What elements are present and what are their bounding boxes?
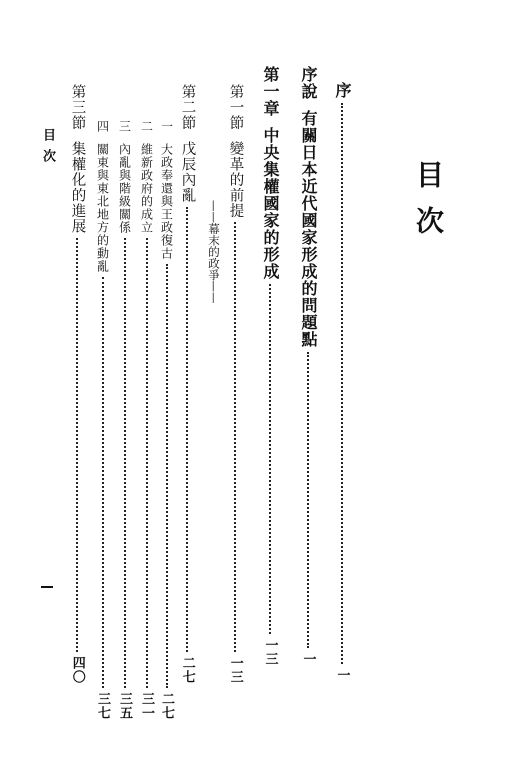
entry-label: 關東與東北地方的動亂: [95, 143, 110, 273]
entry-prefix: 第一章: [261, 66, 280, 117]
toc-entry-ch1-section-3[interactable]: [70, 84, 85, 684]
entry-prefix: 第一節: [227, 84, 244, 131]
entry-prefix: 第三節: [69, 84, 86, 131]
entry-label: 變革的前提: [227, 140, 244, 218]
entry-page: 三一: [139, 692, 154, 720]
entry-page: 三七: [95, 692, 110, 720]
entry-label: 序: [333, 82, 352, 99]
entry-label: 集權化的進展: [69, 140, 86, 234]
leader-dots: [341, 103, 343, 664]
page-title: 目次: [412, 160, 445, 252]
toc-entry-ch1-s2-item-1[interactable]: [160, 120, 173, 720]
entry-prefix: 序說: [299, 66, 318, 100]
leader-dots: [166, 264, 168, 688]
entry-prefix: 一: [159, 120, 174, 133]
entry-page: 一: [300, 652, 316, 666]
leader-dots: [76, 238, 78, 653]
entry-page: 二七: [179, 656, 195, 684]
entry-label: 中央集權國家的形成: [261, 127, 280, 280]
entry-prefix: 四: [95, 120, 110, 133]
entry-label: 戊辰內亂: [179, 140, 196, 203]
leader-dots: [102, 277, 104, 688]
entry-page: 二七: [159, 692, 174, 720]
entry-page: 一: [334, 668, 350, 682]
entry-prefix: 第二節: [179, 84, 196, 131]
entry-label: 有關日本近代國家形成的問題點: [299, 110, 318, 348]
entry-label: 內亂與階級關係: [117, 143, 132, 234]
leader-dots: [307, 352, 309, 648]
page-folio: [41, 586, 53, 588]
toc-entry-preface[interactable]: [334, 82, 350, 682]
entry-page: 三五: [117, 692, 132, 720]
running-header: 目次: [40, 128, 55, 170]
entry-page: 一三: [262, 638, 278, 666]
toc-entry-ch1-s2-item-3[interactable]: [118, 120, 131, 720]
toc-entry-intro[interactable]: [300, 66, 316, 666]
toc-entry-ch1-section-1[interactable]: [228, 84, 243, 684]
entry-label: 維新政府的成立: [139, 143, 154, 234]
toc-entry-ch1-section-2[interactable]: [180, 84, 195, 684]
entry-page: 一三: [227, 656, 243, 684]
toc-entry-chapter-1[interactable]: [262, 66, 278, 666]
entry-prefix: 二: [139, 120, 154, 133]
entry-prefix: 三: [117, 120, 132, 133]
leader-dots: [146, 238, 148, 688]
leader-dots: [186, 207, 188, 653]
entry-page: 四〇: [69, 656, 85, 684]
entry-label: 大政奉還與王政復古: [159, 143, 174, 260]
toc-entry-ch1-s2-item-2[interactable]: [140, 120, 153, 720]
leader-dots: [234, 222, 236, 652]
toc-entry-ch1-s2-item-4[interactable]: [96, 120, 109, 720]
section-subtitle: ——幕末的政爭——: [207, 200, 221, 304]
leader-dots: [269, 284, 271, 634]
leader-dots: [124, 238, 126, 688]
